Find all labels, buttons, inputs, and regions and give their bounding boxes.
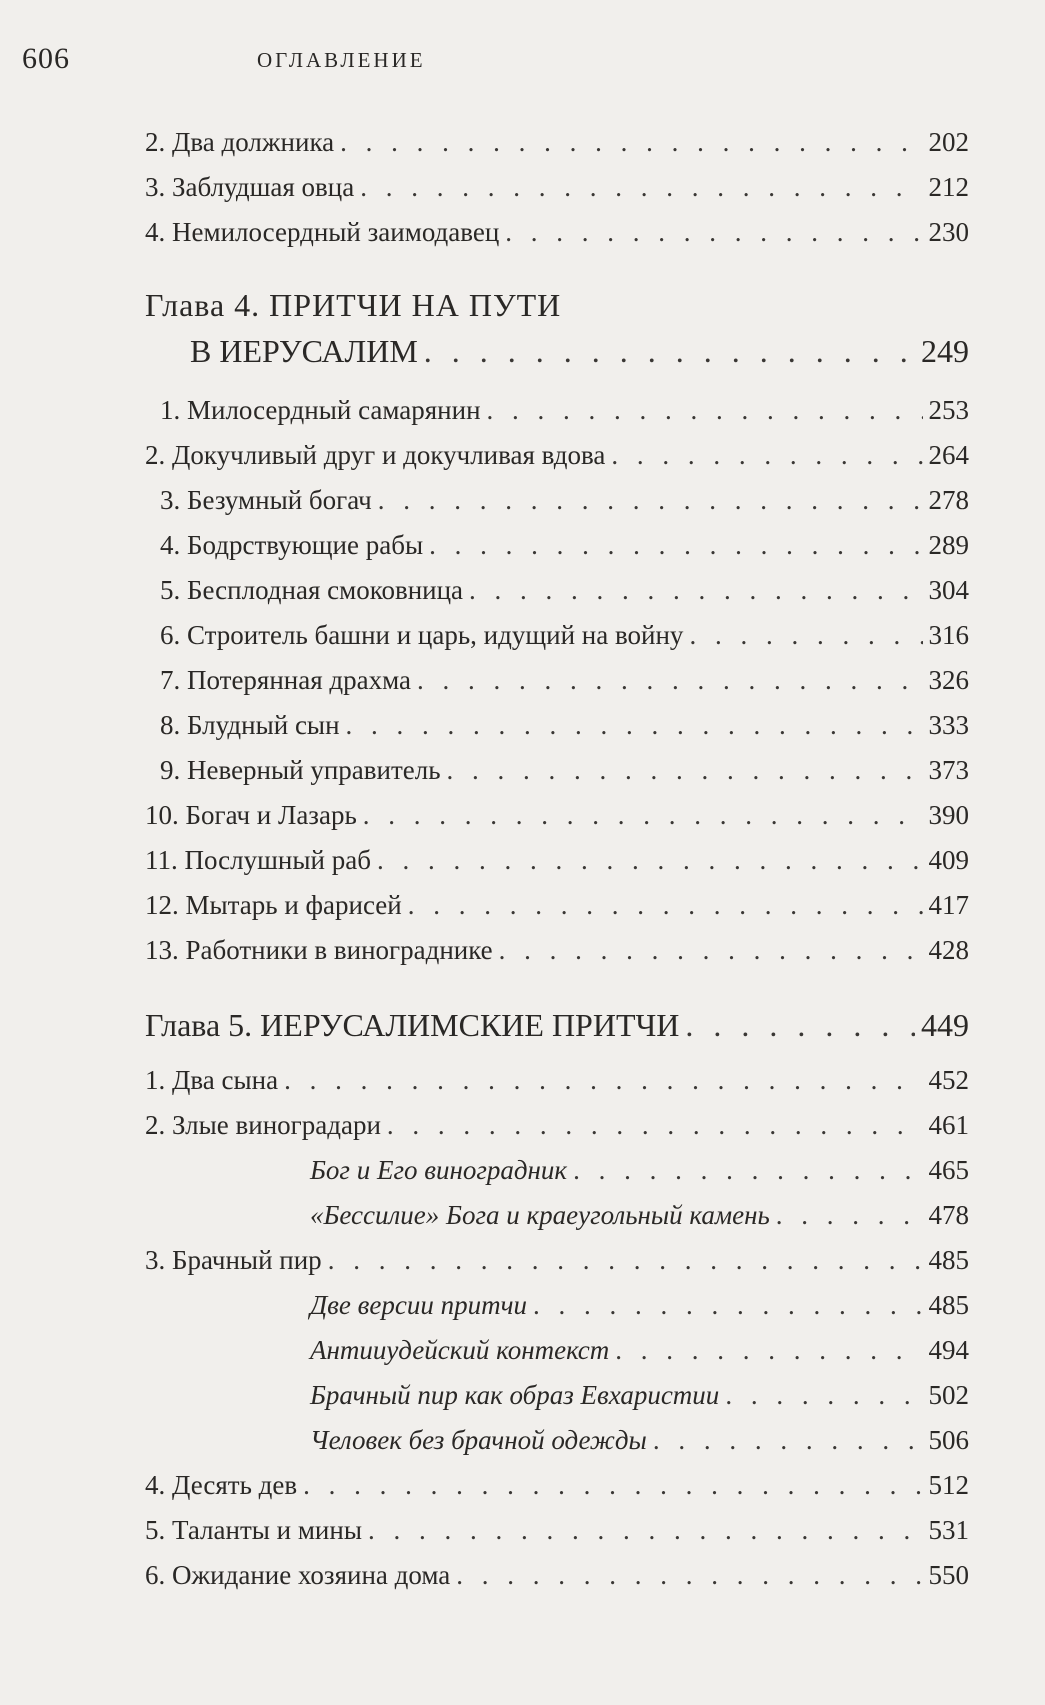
toc-entry-label: 2. Два должника	[145, 127, 335, 157]
dot-leader	[378, 480, 923, 520]
chapter-4-page: 249	[921, 333, 969, 369]
page-number: 606	[22, 42, 70, 75]
toc-entry-page: 264	[928, 440, 969, 470]
dot-leader	[469, 570, 922, 610]
toc-entry-page: 512	[928, 1470, 969, 1500]
toc-entry-page: 428	[928, 935, 969, 965]
toc-subentry-label: Бог и Его виноградник	[310, 1155, 568, 1185]
toc-entry-label: 6. Ожидание хозяина дома	[145, 1560, 451, 1590]
toc-subentry[interactable]	[310, 1195, 969, 1235]
dot-leader	[303, 1465, 922, 1505]
toc-entry-label: 4. Бодрствующие рабы	[160, 530, 424, 560]
chapter-5-heading[interactable]	[145, 1002, 969, 1048]
toc-entry-label: 2. Злые виноградари	[145, 1110, 381, 1140]
toc-subentry[interactable]	[310, 1375, 969, 1415]
toc-entry-page: 202	[928, 127, 969, 157]
toc-entry-page: 485	[928, 1245, 969, 1275]
dot-leader	[499, 930, 923, 970]
toc-entry-page: 390	[928, 800, 969, 830]
toc-entry-label: 9. Неверный управитель	[160, 755, 441, 785]
dot-leader	[368, 1510, 923, 1550]
toc-entry-page: 531	[928, 1515, 969, 1545]
toc-entry[interactable]	[145, 1060, 969, 1100]
dot-leader	[689, 615, 922, 655]
toc-entry-label: 6. Строитель башни и царь, идущий на войну	[160, 620, 684, 650]
toc-entry[interactable]	[145, 1105, 969, 1145]
toc-entry-label: 2. Докучливый друг и докучливая вдова	[145, 440, 606, 470]
toc-entry[interactable]	[145, 435, 969, 475]
toc-entry-label: 1. Милосердный самарянин	[160, 395, 481, 425]
toc-entry-label: 3. Брачный пир	[145, 1245, 322, 1275]
toc-entry-page: 326	[928, 665, 969, 695]
toc-subentry[interactable]	[310, 1150, 969, 1190]
toc-entry[interactable]	[160, 570, 969, 610]
dot-leader	[447, 750, 923, 790]
dot-leader	[456, 1555, 922, 1595]
toc-entry[interactable]	[160, 615, 969, 655]
dot-leader	[360, 167, 922, 207]
chapter-4-title-line1: Глава 4. ПРИТЧИ НА ПУТИ	[145, 287, 562, 323]
running-title: ОГЛАВЛЕНИЕ	[257, 48, 426, 72]
dot-leader	[685, 1002, 915, 1048]
toc-entry[interactable]	[160, 480, 969, 520]
toc-entry[interactable]	[145, 795, 969, 835]
toc-entry-label: 4. Немилосердный заимодавец	[145, 217, 500, 247]
toc-entry[interactable]	[160, 705, 969, 745]
dot-leader	[408, 885, 923, 925]
dot-leader	[417, 660, 922, 700]
chapter-4-heading[interactable]	[145, 282, 969, 328]
toc-entry-label: 3. Безумный богач	[160, 485, 372, 515]
toc-entry-page: 452	[928, 1065, 969, 1095]
toc-entry-page: 417	[928, 890, 969, 920]
toc-entry-label: 13. Работники в винограднике	[145, 935, 493, 965]
dot-leader	[363, 795, 923, 835]
toc-entry-page: 230	[928, 217, 969, 247]
toc-subentry-label: Брачный пир как образ Евхаристии	[310, 1380, 720, 1410]
toc-entry-label: 7. Потерянная драхма	[160, 665, 412, 695]
toc-entry[interactable]	[145, 1555, 969, 1595]
chapter-5-page: 449	[921, 1007, 969, 1043]
toc-entry[interactable]	[160, 390, 969, 430]
dot-leader	[328, 1240, 923, 1280]
toc-subentry[interactable]	[310, 1285, 969, 1325]
dot-leader	[725, 1375, 922, 1415]
toc-entry-page: 485	[928, 1290, 969, 1320]
toc-entry-label: 12. Мытарь и фарисей	[145, 890, 402, 920]
dot-leader	[346, 705, 923, 745]
toc-subentry-label: «Бессилие» Бога и краеугольный камень	[310, 1200, 770, 1230]
toc-entry-page: 461	[928, 1110, 969, 1140]
toc-entry[interactable]	[145, 930, 969, 970]
dot-leader	[377, 840, 923, 880]
toc-entry-label: 3. Заблудшая овца	[145, 172, 355, 202]
toc-subentry-label: Человек без брачной одежды	[310, 1425, 647, 1455]
dot-leader	[487, 390, 923, 430]
toc-subentry[interactable]	[310, 1420, 969, 1460]
toc-entry-page: 373	[928, 755, 969, 785]
toc-entry-label: 10. Богач и Лазарь	[145, 800, 357, 830]
toc-entry[interactable]	[145, 885, 969, 925]
dot-leader	[776, 1195, 923, 1235]
toc-entry-page: 506	[928, 1425, 969, 1455]
toc-entry-page: 465	[928, 1155, 969, 1185]
toc-entry-label: 11. Послушный раб	[145, 845, 371, 875]
toc-entry[interactable]	[145, 1240, 969, 1280]
dot-leader	[429, 525, 922, 565]
toc-entry-page: 333	[928, 710, 969, 740]
toc-entry[interactable]	[160, 525, 969, 565]
toc-subentry[interactable]	[310, 1330, 969, 1370]
toc-entry-page: 278	[928, 485, 969, 515]
dot-leader	[573, 1150, 922, 1190]
toc-entry[interactable]	[160, 750, 969, 790]
dot-leader	[505, 212, 922, 252]
toc-entry-label: 4. Десять дев	[145, 1470, 298, 1500]
dot-leader	[533, 1285, 923, 1325]
dot-leader	[284, 1060, 922, 1100]
dot-leader	[615, 1330, 922, 1370]
toc-entry[interactable]	[145, 122, 969, 162]
toc-entry-label: 5. Бесплодная смоковница	[160, 575, 464, 605]
toc-entry-page: 304	[928, 575, 969, 605]
toc-entry-page: 212	[928, 172, 969, 202]
chapter-4-heading-cont[interactable]	[190, 328, 969, 374]
running-head	[22, 42, 1045, 82]
toc-entry-page: 409	[928, 845, 969, 875]
toc-entry[interactable]	[160, 660, 969, 700]
chapter-5-title: Глава 5. ИЕРУСАЛИМСКИЕ ПРИТЧИ	[145, 1007, 680, 1043]
chapter-4-title-line2: В ИЕРУСАЛИМ	[190, 333, 418, 369]
toc-subentry-label: Антииудейский контекст	[310, 1335, 610, 1365]
toc-entry-label: 8. Блудный сын	[160, 710, 340, 740]
dot-leader	[611, 435, 922, 475]
dot-leader	[387, 1105, 923, 1145]
dot-leader	[653, 1420, 923, 1460]
toc-entry-page: 494	[928, 1335, 969, 1365]
toc-entry-page: 253	[928, 395, 969, 425]
toc-entry[interactable]	[145, 840, 969, 880]
toc-entry-page: 502	[928, 1380, 969, 1410]
toc-entry-page: 316	[928, 620, 969, 650]
toc-subentry-label: Две версии притчи	[310, 1290, 527, 1320]
toc-entry-page: 550	[928, 1560, 969, 1590]
toc-entry[interactable]	[145, 1465, 969, 1505]
toc-entry-label: 5. Таланты и мины	[145, 1515, 362, 1545]
dot-leader	[340, 122, 922, 162]
toc-entry[interactable]	[145, 167, 969, 207]
toc-entry-page: 478	[928, 1200, 969, 1230]
toc-entry[interactable]	[145, 1510, 969, 1550]
toc-entry-page: 289	[928, 530, 969, 560]
toc-entry[interactable]	[145, 212, 969, 252]
toc-entry-label: 1. Два сына	[145, 1065, 279, 1095]
dot-leader	[424, 328, 915, 374]
